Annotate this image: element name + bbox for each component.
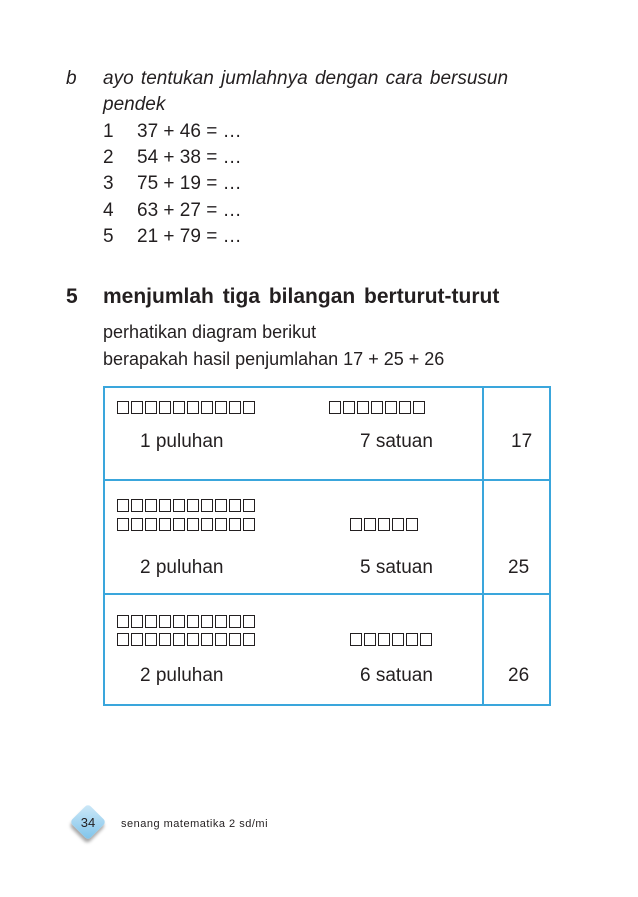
unit-block-icon	[117, 518, 129, 531]
unit-block-icon	[201, 499, 213, 512]
unit-block-icon	[229, 615, 241, 628]
exercise-num-4: 4	[103, 200, 114, 221]
unit-block-icon	[131, 401, 143, 414]
ones-label-1: 7 satuan	[360, 431, 433, 452]
exercise-expr-4: 63 + 27 = …	[137, 200, 242, 221]
row-total-1: 17	[511, 431, 533, 452]
unit-block-icon	[131, 633, 143, 646]
unit-block-icon	[201, 518, 213, 531]
diagram-row-2	[105, 479, 549, 593]
ones-label-2: 5 satuan	[360, 557, 433, 578]
tens-label-2: 2 puluhan	[140, 557, 224, 578]
unit-block-icon	[243, 615, 255, 628]
unit-block-icon	[159, 615, 171, 628]
part-instruction-line1: ayo tentukan jumlahnya dengan cara bersusun	[103, 68, 509, 89]
unit-block-icon	[145, 499, 157, 512]
exercise-expr-5: 21 + 79 = …	[137, 226, 242, 247]
row-total-3: 26	[508, 665, 530, 686]
tens-blocks-row3-line1	[117, 615, 255, 628]
page-number: 34	[80, 815, 96, 830]
tens-blocks-row2-line1	[117, 499, 255, 512]
unit-block-icon	[173, 633, 185, 646]
unit-block-icon	[371, 401, 383, 414]
unit-block-icon	[187, 615, 199, 628]
unit-block-icon	[364, 633, 376, 646]
unit-block-icon	[159, 401, 171, 414]
unit-block-icon	[229, 633, 241, 646]
ones-label-3: 6 satuan	[360, 665, 433, 686]
unit-block-icon	[399, 401, 411, 414]
unit-block-icon	[215, 615, 227, 628]
intro-line2: berapakah hasil penjumlahan 17 + 25 + 26	[103, 349, 445, 369]
intro-line1: perhatikan diagram berikut	[103, 322, 317, 342]
tens-blocks-row3-line2	[117, 633, 255, 646]
unit-block-icon	[145, 401, 157, 414]
unit-block-icon	[187, 633, 199, 646]
unit-block-icon	[117, 633, 129, 646]
unit-block-icon	[131, 518, 143, 531]
diagram-row-1	[105, 388, 549, 479]
ones-blocks-row2	[350, 518, 418, 531]
unit-block-icon	[215, 401, 227, 414]
unit-block-icon	[229, 401, 241, 414]
exercise-expr-1: 37 + 46 = …	[137, 121, 242, 142]
unit-block-icon	[145, 518, 157, 531]
page-number-badge	[70, 807, 106, 843]
unit-block-icon	[329, 401, 341, 414]
unit-block-icon	[378, 633, 390, 646]
unit-block-icon	[215, 633, 227, 646]
unit-block-icon	[413, 401, 425, 414]
unit-block-icon	[173, 518, 185, 531]
exercise-expr-2: 54 + 38 = …	[137, 147, 242, 168]
unit-block-icon	[159, 499, 171, 512]
unit-block-icon	[131, 615, 143, 628]
unit-block-icon	[243, 499, 255, 512]
unit-block-icon	[201, 401, 213, 414]
unit-block-icon	[392, 633, 404, 646]
exercise-num-5: 5	[103, 226, 114, 247]
unit-block-icon	[173, 499, 185, 512]
unit-block-icon	[343, 401, 355, 414]
place-value-diagram	[103, 386, 551, 706]
book-title: senang matematika 2 sd/mi	[121, 818, 269, 830]
unit-block-icon	[187, 401, 199, 414]
unit-block-icon	[187, 518, 199, 531]
section-title: menjumlah tiga bilangan berturut-turut	[103, 285, 500, 308]
tens-label-1: 1 puluhan	[140, 431, 224, 452]
tens-label-3: 2 puluhan	[140, 665, 224, 686]
unit-block-icon	[187, 499, 199, 512]
unit-block-icon	[173, 615, 185, 628]
exercise-num-2: 2	[103, 147, 114, 168]
unit-block-icon	[145, 633, 157, 646]
tens-blocks-row2-line2	[117, 518, 255, 531]
unit-block-icon	[364, 518, 376, 531]
row-total-2: 25	[508, 557, 530, 578]
exercise-expr-3: 75 + 19 = …	[137, 173, 242, 194]
section-number: 5	[66, 285, 78, 308]
unit-block-icon	[243, 633, 255, 646]
unit-block-icon	[350, 518, 362, 531]
unit-block-icon	[117, 615, 129, 628]
unit-block-icon	[385, 401, 397, 414]
ones-blocks-row1	[329, 401, 425, 414]
unit-block-icon	[229, 518, 241, 531]
unit-block-icon	[131, 499, 143, 512]
unit-block-icon	[201, 633, 213, 646]
unit-block-icon	[243, 518, 255, 531]
ones-blocks-row3	[350, 633, 432, 646]
part-letter: b	[66, 68, 77, 89]
unit-block-icon	[159, 633, 171, 646]
unit-block-icon	[378, 518, 390, 531]
unit-block-icon	[229, 499, 241, 512]
unit-block-icon	[392, 518, 404, 531]
exercise-num-1: 1	[103, 121, 114, 142]
unit-block-icon	[117, 499, 129, 512]
unit-block-icon	[215, 518, 227, 531]
unit-block-icon	[406, 633, 418, 646]
diagram-row-3	[105, 593, 549, 704]
unit-block-icon	[145, 615, 157, 628]
unit-block-icon	[357, 401, 369, 414]
unit-block-icon	[243, 401, 255, 414]
exercise-num-3: 3	[103, 173, 114, 194]
unit-block-icon	[215, 499, 227, 512]
unit-block-icon	[350, 633, 362, 646]
unit-block-icon	[173, 401, 185, 414]
unit-block-icon	[420, 633, 432, 646]
part-instruction-line2: pendek	[103, 94, 166, 115]
unit-block-icon	[117, 401, 129, 414]
unit-block-icon	[406, 518, 418, 531]
unit-block-icon	[201, 615, 213, 628]
unit-block-icon	[159, 518, 171, 531]
tens-blocks-row1-line1	[117, 401, 255, 414]
